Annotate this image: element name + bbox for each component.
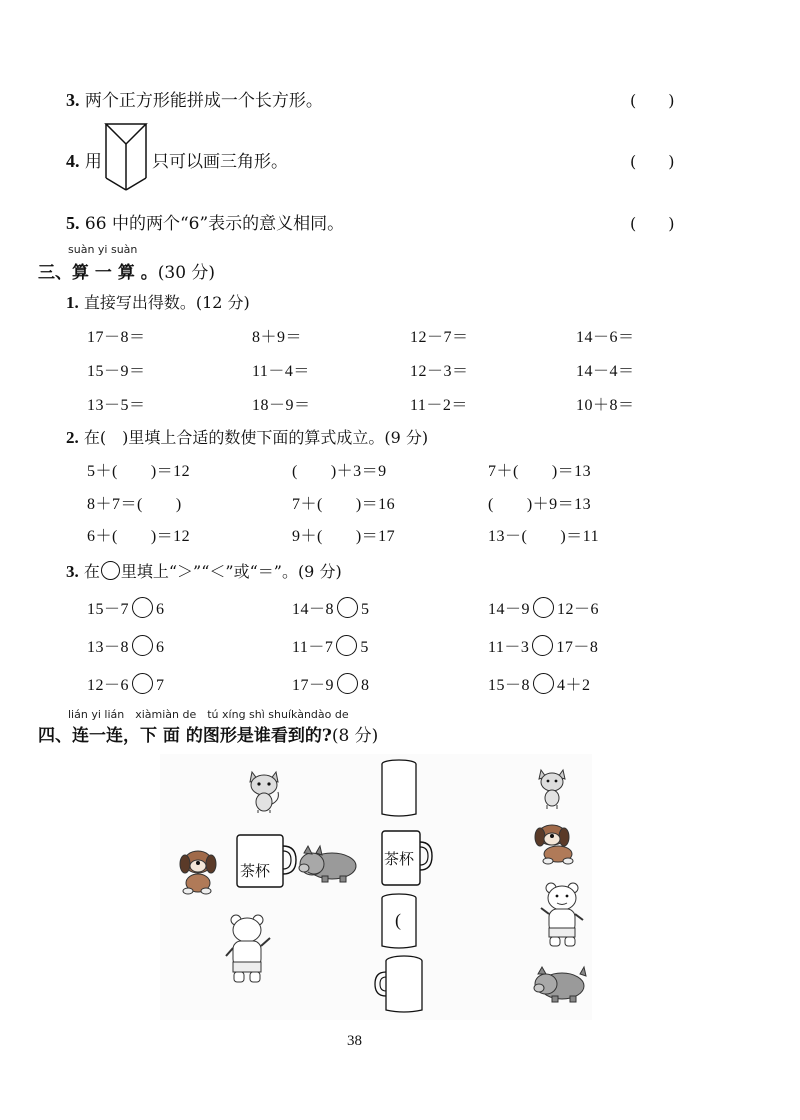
compare-circle[interactable] [337, 597, 358, 618]
compare-circle[interactable] [337, 673, 358, 694]
fill-cell[interactable]: 9＋( )＝17 [292, 528, 396, 545]
calc-cell[interactable]: 13－5＝ [87, 397, 146, 414]
q1-title: 1. 直接写出得数。(12 分) [66, 293, 250, 312]
tf-item-4-text: 只可以画三角形。 [152, 152, 288, 172]
compare-cell: 17－9 8 [292, 672, 370, 695]
cat-icon[interactable] [535, 766, 569, 810]
compare-circle[interactable] [132, 635, 153, 656]
compare-circle[interactable] [132, 673, 153, 694]
calc-cell[interactable]: 14－4＝ [576, 363, 635, 380]
calc-cell[interactable]: 10＋8＝ [576, 397, 635, 414]
dog-icon[interactable] [530, 820, 580, 866]
compare-circle[interactable] [533, 597, 554, 618]
calc-cell[interactable]: 18－9＝ [252, 397, 311, 414]
page-number: 38 [347, 1033, 362, 1049]
fill-cell[interactable]: 7＋( )＝13 [488, 463, 592, 480]
cat-icon [244, 768, 284, 814]
dog-icon [174, 846, 222, 896]
fill-cell[interactable]: 5＋( )＝12 [87, 463, 191, 480]
answer-paren-3[interactable]: ( ) [630, 91, 675, 110]
compare-cell: 13－8 6 [87, 634, 165, 657]
compare-circle[interactable] [532, 635, 553, 656]
fill-cell[interactable]: 8＋7＝( ) [87, 496, 182, 513]
cup-view-plain[interactable] [372, 954, 428, 1016]
compare-cell: 11－7 5 [292, 634, 369, 657]
section3-title: 三、算 一 算 。(30 分) [38, 263, 216, 283]
calc-cell[interactable]: 8＋9＝ [252, 329, 303, 346]
fill-cell[interactable]: ( )＋9＝13 [488, 496, 592, 513]
compare-circle[interactable] [336, 635, 357, 656]
compare-cell: 12－6 7 [87, 672, 165, 695]
fill-cell[interactable]: 6＋( )＝12 [87, 528, 191, 545]
calc-cell[interactable]: 15－9＝ [87, 363, 146, 380]
section4-title: 四、连一连，下 面 的图形是谁看到的?(8 分) [38, 726, 379, 746]
cup-label: 茶杯 [384, 850, 415, 868]
compare-cell: 15－7 6 [87, 596, 165, 619]
fill-cell[interactable]: 7＋( )＝16 [292, 496, 396, 513]
q2-title: 2. 在( )里填上合适的数使下面的算式成立。(9 分) [66, 428, 429, 447]
answer-paren-5[interactable]: ( ) [630, 214, 675, 233]
calc-cell[interactable]: 12－7＝ [410, 329, 469, 346]
cup-label: 茶杯 [240, 862, 271, 880]
compare-circle[interactable] [132, 597, 153, 618]
cup-handle-mark: ( [395, 910, 401, 930]
compare-cell: 14－9 12－6 [488, 596, 599, 619]
bear-icon [222, 912, 274, 984]
circle-icon [101, 561, 120, 580]
pig-icon[interactable] [532, 964, 594, 1006]
tf-item-5: 5. 66 中的两个“6”表示的意义相同。 [66, 213, 345, 234]
bear-icon[interactable] [538, 880, 588, 948]
q3-title: 3. 在 里填上“＞”“＜”或“＝”。(9 分) [66, 562, 342, 581]
compare-cell: 14－8 5 [292, 596, 370, 619]
triangular-prism-icon [104, 122, 148, 192]
pig-icon [296, 844, 360, 886]
section3-pinyin: suàn yi suàn [68, 243, 138, 256]
calc-cell[interactable]: 17－8＝ [87, 329, 146, 346]
fill-cell[interactable]: ( )＋3＝9 [292, 463, 387, 480]
calc-cell[interactable]: 14－6＝ [576, 329, 635, 346]
compare-circle[interactable] [533, 673, 554, 694]
tf-item-3: 3. 两个正方形能拼成一个长方形。 [66, 90, 323, 111]
answer-paren-4[interactable]: ( ) [630, 152, 675, 171]
cup-view-back[interactable] [378, 758, 420, 820]
compare-cell: 11－3 17－8 [488, 634, 598, 657]
calc-cell[interactable]: 11－4＝ [252, 363, 310, 380]
calc-cell[interactable]: 11－2＝ [410, 397, 468, 414]
calc-cell[interactable]: 12－3＝ [410, 363, 469, 380]
fill-cell[interactable]: 13－( )＝11 [488, 528, 600, 545]
section4-pinyin: lián yi lián xiàmiàn de tú xíng shì shuíkàndào de [68, 708, 349, 721]
compare-cell: 15－8 4＋2 [488, 672, 591, 695]
tf-item-4: 4. 用 [66, 151, 102, 172]
